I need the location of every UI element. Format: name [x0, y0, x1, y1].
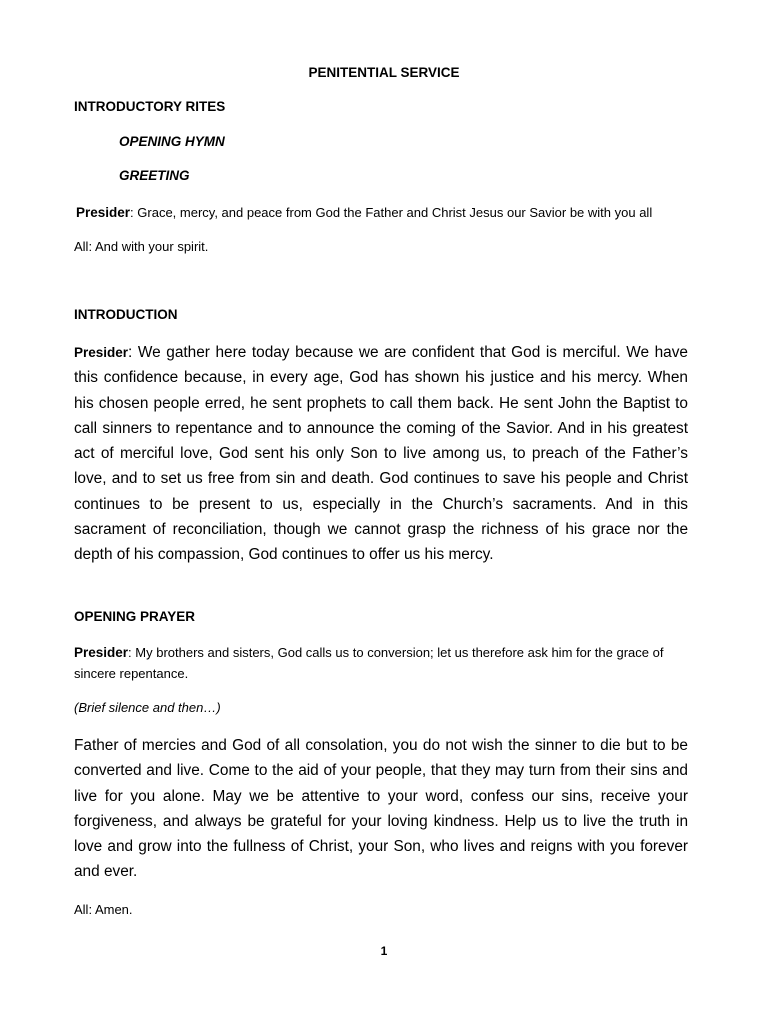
amen-response: All: Amen.: [74, 902, 133, 917]
introduction-paragraph: [74, 340, 688, 568]
introductory-rites-heading: INTRODUCTORY RITES: [74, 99, 226, 114]
greeting-presider-text: : Grace, mercy, and peace from God the Father and Christ Jesus our Savior be with you all: [130, 205, 653, 220]
opening-prayer-presider-line: [74, 642, 696, 684]
opening-prayer-text: Father of mercies and God of all consolation, you do not wish the sinner to die but to be converted and live. Come to the aid of your people, that they may turn from their sins and live for you alone. May we be attentive to your word, confess our sins, receive your forgiveness, and always be grateful for your loving kindness. Help us to live the truth in love and grow into the fullness of Christ, your Son, who lives and reigns with you forever and ever.: [74, 737, 688, 881]
presider-label: Presider: [74, 645, 129, 660]
greeting-response: All: And with your spirit.: [74, 239, 209, 254]
page-number: 1: [380, 944, 388, 958]
presider-label: Presider: [74, 345, 129, 360]
introduction-text: : We gather here today because we are confident that God is merciful. We have this confidence because, in every age, God has shown his justice and his mercy. When his chosen people erred, he sent prophets to call them back. He sent John the Baptist to call sinners to repentance and to announce the coming of the Savior. And in his greatest act of merciful love, God sent his only Son to live among us, to preach of the Father’s love, and to set us free from sin and death. God continues to save his people and Christ continues to be present to us, especially in the Church’s sacraments. And in this sacrament of reconciliation, though we cannot grasp the richness of his grace nor the depth of his compassion, God continues to offer us his mercy.: [74, 344, 688, 564]
greeting-presider-line: [76, 202, 698, 223]
silence-note: (Brief silence and then…): [74, 700, 221, 715]
greeting-heading: GREETING: [119, 168, 190, 183]
opening-hymn-heading: OPENING HYMN: [119, 134, 225, 149]
introduction-heading: INTRODUCTION: [74, 307, 178, 322]
presider-label: Presider: [76, 205, 131, 220]
opening-prayer-heading: OPENING PRAYER: [74, 609, 196, 624]
page-title: PENITENTIAL SERVICE: [308, 65, 460, 80]
opening-prayer-presider-text: : My brothers and sisters, God calls us to conversion; let us therefore ask him for the grace of sincere repentance.: [74, 645, 664, 681]
